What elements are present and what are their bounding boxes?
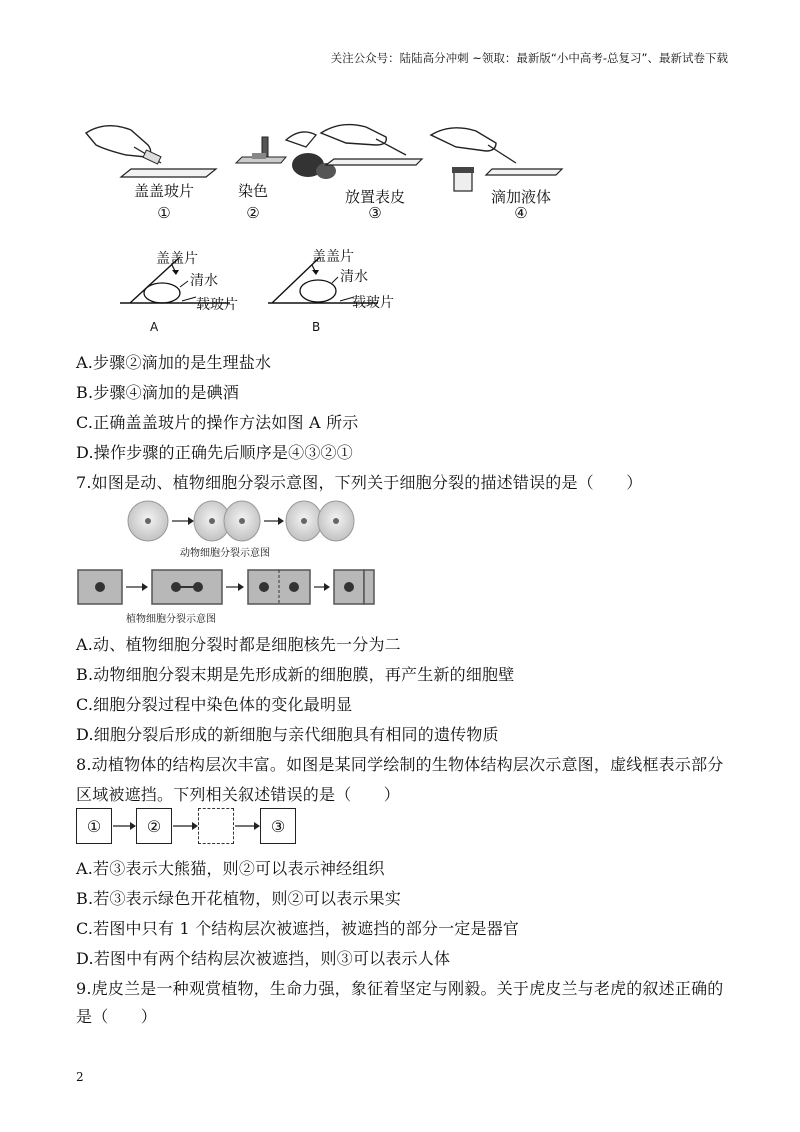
step3-number: ③: [368, 204, 382, 222]
q9-stem-line2: 是（ ）: [76, 1007, 158, 1026]
q7-option-a: A.动、植物细胞分裂时都是细胞核先一分为二: [76, 635, 401, 654]
q8-stem-line1: 8.动植物体的结构层次丰富。如图是某同学绘制的生物体结构层次示意图，虚线框表示部分: [76, 755, 724, 774]
diagram-b-tag: B: [312, 320, 321, 334]
step4-label: 滴加液体: [490, 188, 551, 206]
page-number: 2: [76, 1070, 84, 1084]
diagram-a-slide-label: 载玻片: [196, 297, 238, 313]
step4-illustration: [431, 128, 562, 191]
diagram-a-water-label: 清水: [190, 273, 218, 289]
q7-stem: 7.如图是动、植物细胞分裂示意图，下列关于细胞分裂的描述错误的是（ ）: [76, 473, 643, 492]
step4-number: ④: [514, 204, 528, 222]
diagram-b-cover-label: 盖盖片: [312, 249, 354, 265]
diagram-b-water-label: 清水: [340, 269, 368, 285]
q6-option-b: B.步骤④滴加的是碘酒: [76, 383, 240, 402]
q8-stem-line2: 区域被遮挡。下列相关叙述错误的是（ ）: [76, 785, 401, 804]
q9-stem-line1: 9.虎皮兰是一种观赏植物，生命力强，象征着坚定与刚毅。关于虎皮兰与老虎的叙述正确的: [76, 979, 724, 998]
hierarchy-box-3: ③: [260, 808, 296, 844]
q7-option-b: B.动物细胞分裂末期是先形成新的细胞膜，再产生新的细胞壁: [76, 665, 515, 684]
step1-label: 盖盖玻片: [133, 182, 194, 200]
hierarchy-arrows: [110, 818, 270, 834]
q8-option-a: A.若③表示大熊猫，则②可以表示神经组织: [76, 859, 385, 878]
q6-option-c: C.正确盖盖玻片的操作方法如图 A 所示: [76, 413, 359, 432]
animal-figure-caption: 动物细胞分裂示意图: [180, 548, 270, 559]
q7-option-d: D.细胞分裂后形成的新细胞与亲代细胞具有相同的遗传物质: [76, 725, 499, 744]
plant-figure-caption: 植物细胞分裂示意图: [126, 614, 216, 625]
plant-cell-division-figure: [76, 566, 376, 608]
hierarchy-box-1: ①: [76, 808, 112, 844]
q8-option-b: B.若③表示绿色开花植物，则②可以表示果实: [76, 889, 402, 908]
q8-option-c: C.若图中只有 1 个结构层次被遮挡，被遮挡的部分一定是器官: [76, 919, 520, 938]
diagram-a-cover-label: 盖盖片: [156, 251, 198, 267]
q8-option-d: D.若图中有两个结构层次被遮挡，则③可以表示人体: [76, 949, 451, 968]
step1-number: ①: [157, 204, 171, 222]
q6-option-a: A.步骤②滴加的是生理盐水: [76, 353, 272, 372]
animal-cell-division-figure: [126, 498, 356, 544]
q6-option-d: D.操作步骤的正确先后顺序是④③②①: [76, 443, 353, 462]
step3-label: 放置表皮: [344, 188, 405, 206]
diagram-b-slide-label: 载玻片: [352, 295, 394, 311]
hierarchy-box-2: ②: [136, 808, 172, 844]
step2-number: ②: [246, 204, 260, 222]
page-header: 关注公众号：陆陆高分冲刺 ~领取：最新版“小中高考-总复习”、最新试卷下载: [330, 51, 728, 65]
step1-illustration: [86, 126, 216, 177]
diagram-a-tag: A: [150, 320, 159, 334]
step2-label: 染色: [237, 182, 268, 200]
q7-option-c: C.细胞分裂过程中染色体的变化最明显: [76, 695, 353, 714]
